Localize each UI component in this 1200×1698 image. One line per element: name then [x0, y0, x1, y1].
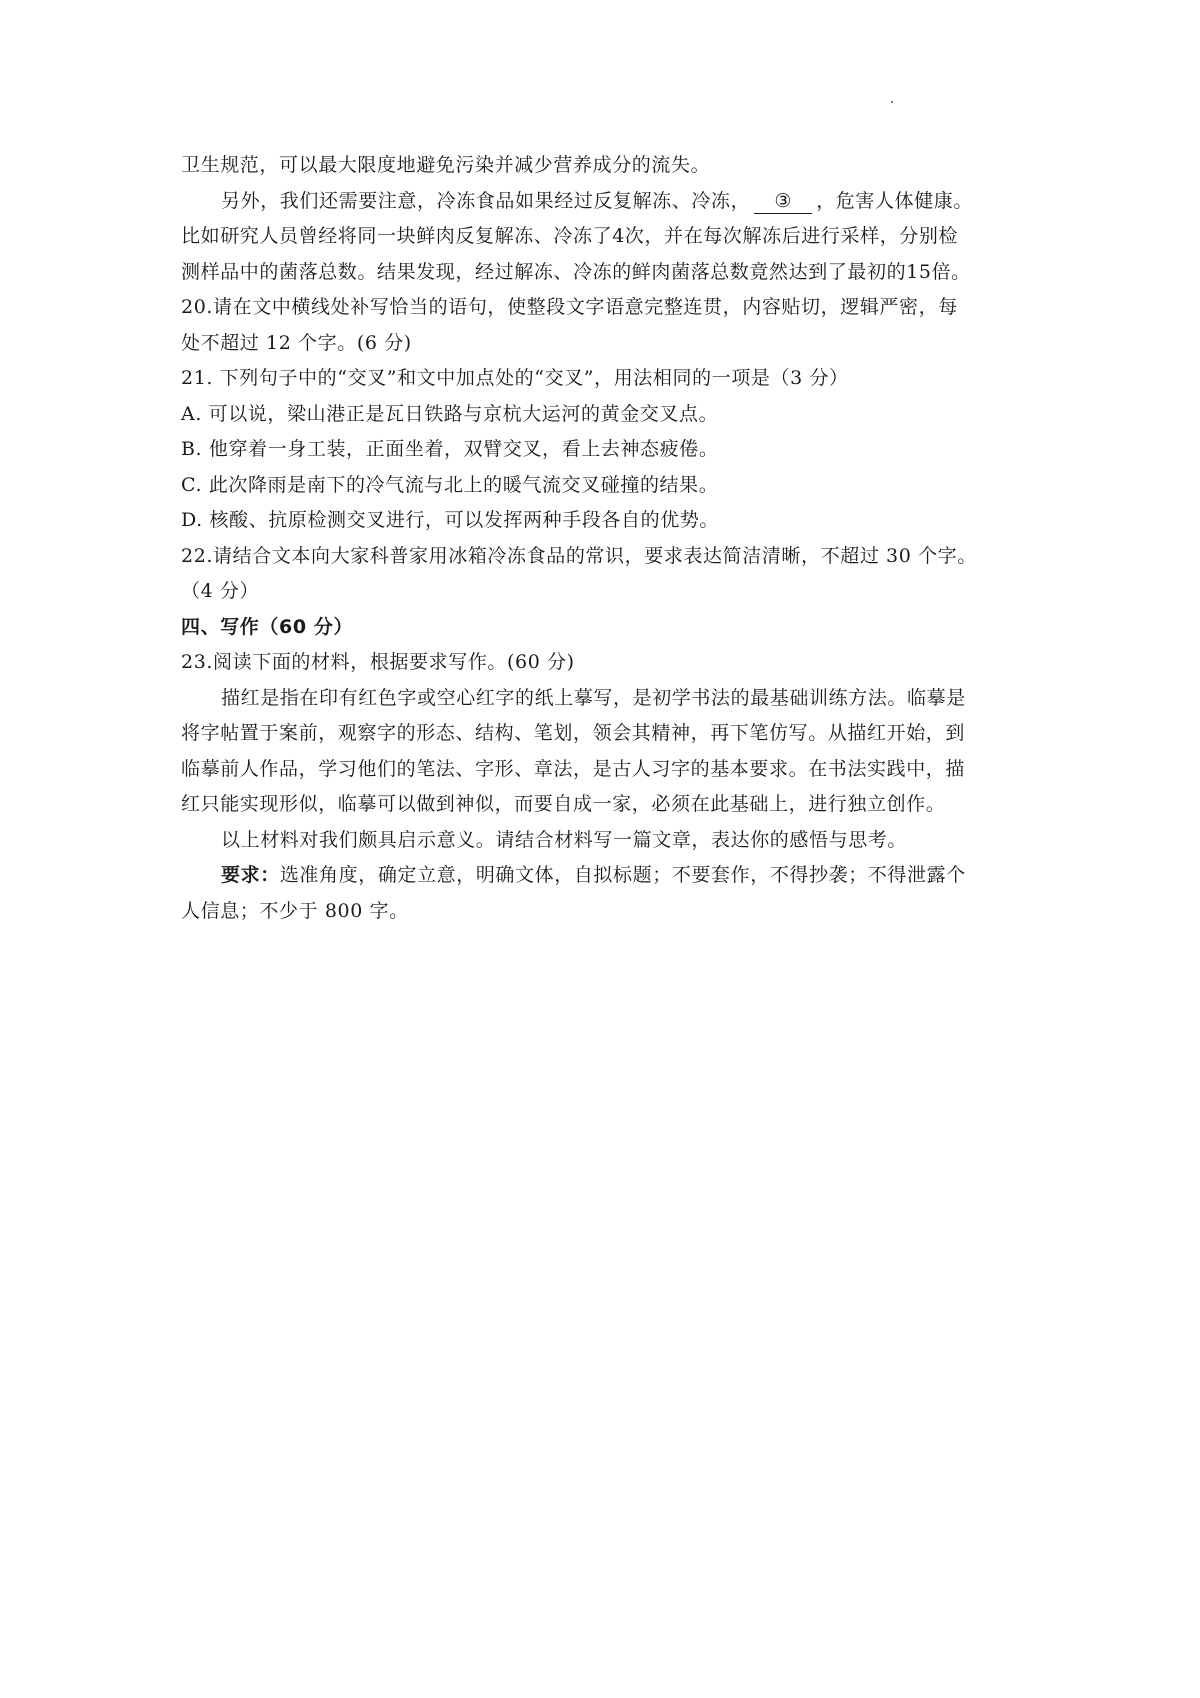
passage-line: 测样品中的菌落总数。结果发现，经过解冻、冷冻的鲜肉菌落总数竟然达到了最初的15倍。	[181, 260, 971, 283]
scan-dot	[891, 101, 893, 103]
question-21-stem: 21. 下列句子中的“交叉”和文中加点处的“交叉”，用法相同的一项是（3 分）	[181, 367, 849, 389]
question-22: 22.请结合文本向大家科普家用冰箱冷冻食品的常识，要求表达简洁清晰，不超过 30 个字。	[181, 544, 977, 567]
passage-line: 比如研究人员曾经将同一块鲜肉反复解冻、冷冻了4次，并在每次解冻后进行采样，分别检	[181, 225, 959, 247]
option-a[interactable]: A. 可以说，梁山港正是瓦日铁路与京杭大运河的黄金交叉点。	[181, 402, 719, 425]
material-line: 临摹前人作品，学习他们的笔法、字形、章法，是古人习字的基本要求。在书法实践中，描	[181, 757, 966, 780]
requirements-cont: 人信息；不少于 800 字。	[181, 899, 409, 922]
writing-prompt: 以上材料对我们颇具启示意义。请结合材料写一篇文章，表达你的感悟与思考。	[221, 828, 908, 851]
question-22-cont: （4 分）	[181, 580, 260, 602]
blank-number: ③	[774, 189, 793, 212]
requirements-text: 选准角度，确定立意，明确文体，自拟标题；不要套作，不得抄袭；不得泄露个	[279, 864, 966, 886]
passage-line	[181, 184, 1021, 220]
passage-line: 卫生规范，可以最大限度地避免污染并减少营养成分的流失。	[181, 154, 711, 176]
option-c[interactable]: C. 此次降雨是南下的冷气流与北上的暖气流交叉碰撞的结果。	[181, 473, 719, 496]
section-heading: 四、写作（60 分）	[181, 615, 354, 638]
requirements	[181, 858, 1021, 894]
material-line: 描红是指在印有红色字或空心红字的纸上摹写，是初学书法的最基础训练方法。临摹是	[221, 686, 966, 709]
fill-blank-3[interactable]	[754, 189, 812, 214]
question-20-cont: 处不超过 12 个字。(6 分)	[181, 331, 412, 354]
option-d[interactable]: D. 核酸、抗原检测交叉进行，可以发挥两种手段各自的优势。	[181, 509, 720, 531]
option-b[interactable]: B. 他穿着一身工装，正面坐着，双臂交叉，看上去神态疲倦。	[181, 438, 719, 460]
question-23-stem: 23.阅读下面的材料，根据要求写作。(60 分)	[181, 651, 575, 673]
material-line: 将字帖置于案前，观察字的形态、结构、笔划，领会其精神，再下笔仿写。从描红开始，到	[181, 722, 966, 744]
requirements-label: 要求：	[221, 864, 280, 886]
passage-text: 另外，我们还需要注意，冷冻食品如果经过反复解冻、冷冻，	[221, 189, 751, 212]
material-line: 红只能实现形似，临摹可以做到神似，而要自成一家，必须在此基础上，进行独立创作。	[181, 793, 946, 815]
exam-page	[181, 148, 1021, 929]
passage-text: ，危害人体健康。	[816, 189, 974, 212]
question-20: 20.请在文中横线处补写恰当的语句，使整段文字语意完整连贯，内容贴切，逻辑严密，每	[181, 296, 958, 318]
